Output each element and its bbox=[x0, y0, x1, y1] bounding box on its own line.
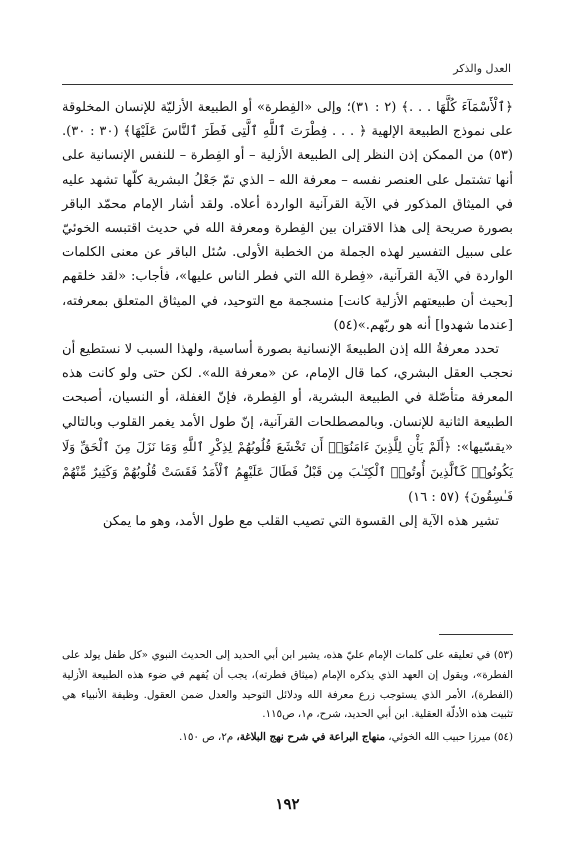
footnote-54-title: منهاج البراعة في شرح نهج البلاغة، bbox=[236, 731, 386, 744]
footnote-53: (٥٣) في تعليقه على كلمات الإمام عليّ هذه، يشير ابن أبي الحديد إلى الحديث النبوي «كل طفل يولد على الفطرة»، ويقول إن العهد الذي يذكره الإمام (ميثاق فطرته)، يجب أن يُفهم في ضوء هذه الطبيعة الأزلية (الفطرة)، الأمر الذي يستوجب زرع معرفة الله ودلائل التوحيد والعدل ضمن العقول. وظيفة الأنبياء هي تثبيت هذه الأدلّة العقلية. ابن أبي الحديد، شرح، م١، ص١١٥. bbox=[62, 649, 513, 721]
paragraph-2-intro: تحدد معرفةُ الله إذن الطبيعةَ الإنسانية بصورة أساسية، ولهذا السبب لا نستطيع أن نحجب العقل البشري، كما قال الإمام، عن «معرفة الله». لكن حتى ولو كانت هذه المعرفة متأصّلة في الطبيعة البشرية، أو الفِطرة، فإنّ الغفلة، أو النسيان، أصبحت الطبيعة الثانية للإنسان. وبالمصطلحات القرآنية، إنّ طول الأمد يغمر القلوب وبالتالي «يقسّيها»: bbox=[62, 342, 513, 455]
footnote-54 bbox=[62, 728, 513, 748]
footnote-54-author: (٥٤) ميرزا حبيب الله الخوئي، bbox=[388, 731, 513, 744]
running-header: العدل والذكر bbox=[453, 62, 511, 75]
page-number: ١٩٢ bbox=[275, 795, 300, 813]
header-divider bbox=[62, 84, 513, 85]
paragraph-1: ﴿ٱلْأَسْمَآءَ كُلَّهَا . . .﴾ (٢ : ٣١)؛ وإلى «الفِطرة» أو الطبيعة الأزليّة للإنسان المخلوقة على نموذج الطبيعة الإلهية ﴿ . . . فِطْرَتَ ٱللَّهِ ٱلَّتِى فَطَرَ ٱلنَّاسَ عَلَيْهَا﴾ (٣٠ : ٣٠).(٥٣) من الممكن إذن النظر إلى الطبيعة الأزلية – أو الفِطرة – للنفس الإنسانية على أنها تشتمل على العنصر نفسه – معرفة الله – الذي تمّ جَعْلُ البشرية كلّها تشهد عليه في الميثاق المذكور في الآية القرآنية الواردة أعلاه. ولقد أشار الإمام محمّد الباقر بصورة صريحة إلى هذا الاقتران بين الفِطرة ومعرفة الله في حديث اقتبسه الخوئيّ على سبيل التفسير لهذه الجملة من الخطبة الأولى. سُئل الباقر عن معنى الكلمات الواردة في الآية القرآنية، «فِطرة الله التي فطر الناس عليها»، فأجاب: «لقد خلقهم [بحيث أن طبيعتهم الأزلية كانت] منسجمة مع التوحيد، في الميثاق المتعلق بمعرفته، [عندما شهدوا] أنه هو ربّهم.»(٥٤) bbox=[62, 100, 513, 333]
footnote-divider bbox=[439, 634, 513, 635]
quran-verse: ﴿أَلَمْ يَأْنِ لِلَّذِينَ ءَامَنُوٓا۟ أَن تَخْشَعَ قُلُوبُهُمْ لِذِكْرِ ٱللَّهِ وَمَا نَزَلَ مِنَ ٱلْحَقِّ وَلَا يَكُونُوا۟ كَٱلَّذِينَ أُوتُوا۟ ٱلْكِتَـٰبَ مِن قَبْلُ فَطَالَ عَلَيْهِمُ ٱلْأَمَدُ فَقَسَتْ قُلُوبُهُمْ وَكَثِيرٌ مِّنْهُمْ فَـٰسِقُونَ﴾ bbox=[62, 438, 513, 505]
footnotes bbox=[62, 646, 513, 748]
paragraph-2 bbox=[62, 338, 513, 510]
paragraph-3: تشير هذه الآية إلى القسوة التي تصيب القلب مع طول الأمد، وهو ما يمكن bbox=[102, 514, 499, 530]
main-text bbox=[62, 96, 513, 535]
verse-reference: (٥٧ : ١٦) bbox=[408, 490, 460, 506]
footnote-54-location: م٢، ص ١٥٠. bbox=[179, 731, 234, 744]
